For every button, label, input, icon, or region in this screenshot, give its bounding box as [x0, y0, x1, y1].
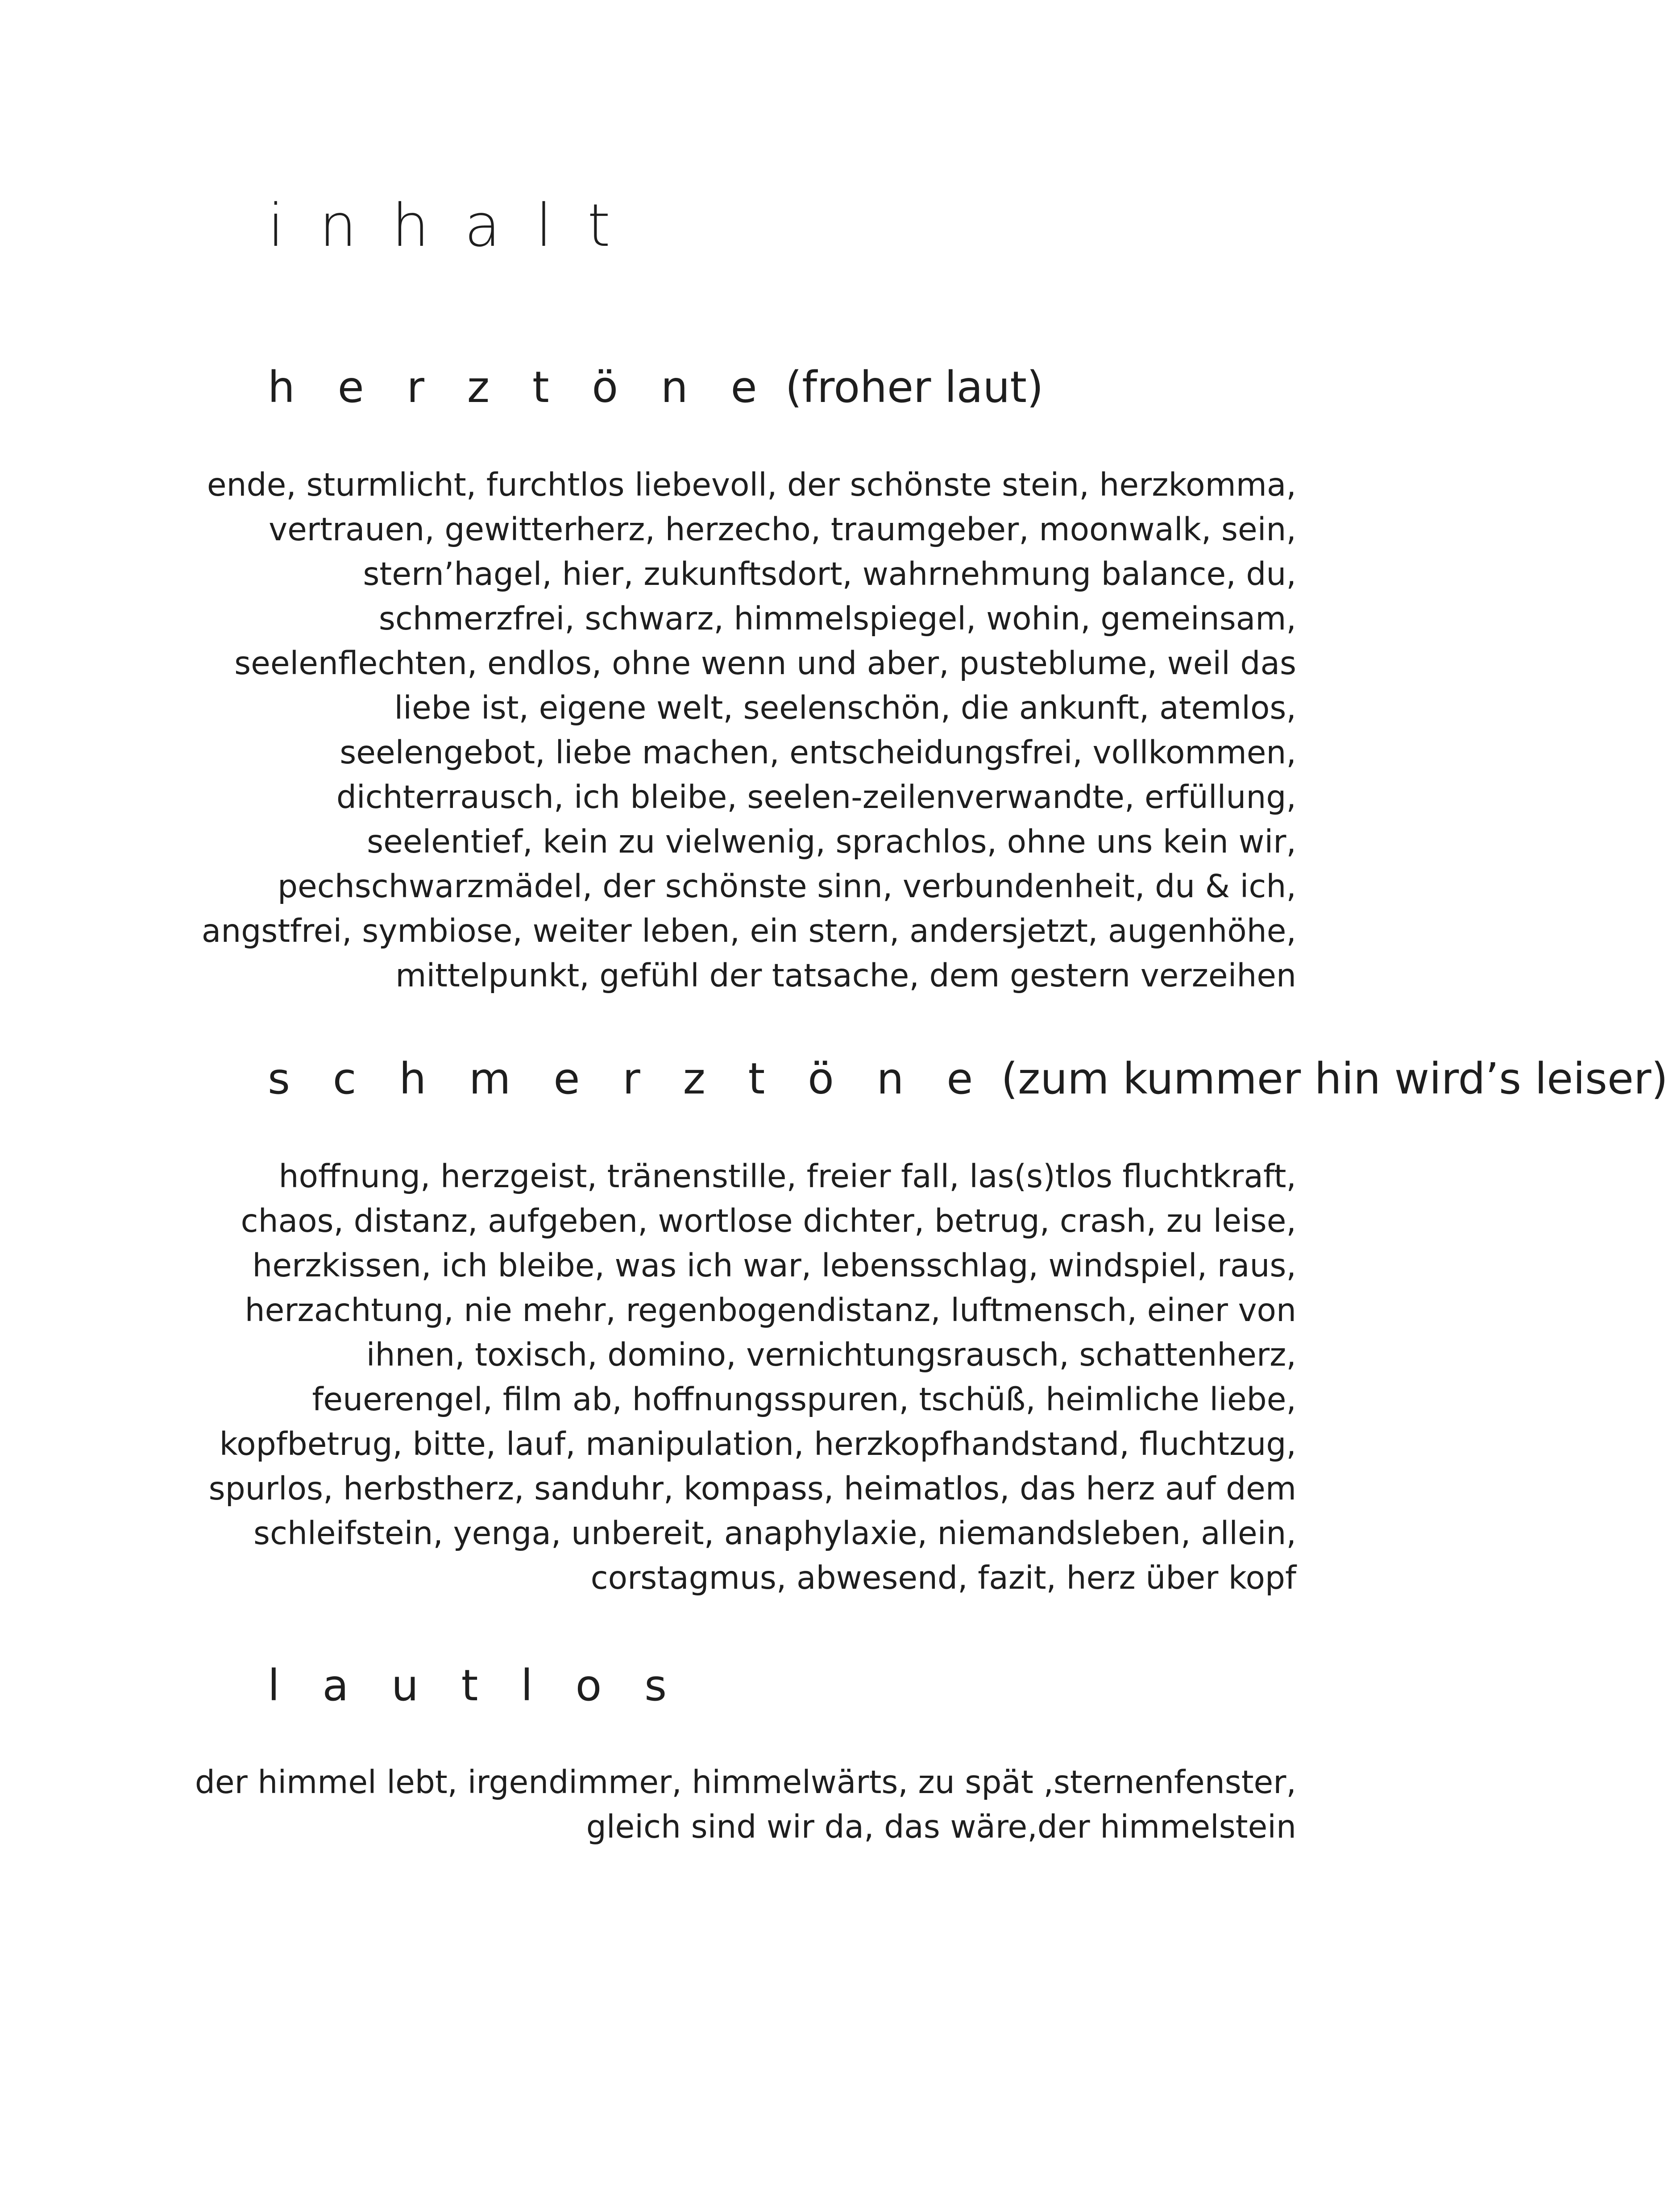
section-subheading: (zum kummer hin wird’s leiser)	[1001, 1054, 1668, 1104]
section-heading-text: h e r z t ö n e	[268, 362, 772, 412]
toc-list-lautlos	[195, 1760, 1296, 1849]
toc-line: mittelpunkt, gefühl der tatsache, dem gestern verzeihen	[395, 957, 1296, 994]
toc-line: stern’hagel, hier, zukunftsdort, wahrnehmung balance, du,	[363, 555, 1296, 592]
section-heading-text: s c h m e r z t ö n e	[268, 1054, 988, 1104]
toc-line: hoffnung, herzgeist, tränenstille, freier fall, las(s)tlos fluchtkraft,	[278, 1158, 1296, 1195]
toc-list-schmerztoene	[209, 1154, 1296, 1600]
toc-list-herztoene	[202, 463, 1296, 998]
section-subheading: (froher laut)	[785, 362, 1044, 412]
toc-line: herzachtung, nie mehr, regenbogendistanz, luftmensch, einer von	[245, 1292, 1296, 1329]
section-heading-schmerztoene	[268, 1054, 1668, 1104]
toc-line: schmerzfrei, schwarz, himmelspiegel, wohin, gemeinsam,	[378, 600, 1296, 637]
toc-line: pechschwarzmädel, der schönste sinn, verbundenheit, du & ich,	[277, 868, 1296, 905]
section-heading-text: l a u t l o s	[268, 1661, 681, 1711]
toc-line: seelenflechten, endlos, ohne wenn und aber, pusteblume, weil das	[234, 645, 1296, 682]
toc-line: liebe ist, eigene welt, seelenschön, die ankunft, atemlos,	[394, 689, 1296, 726]
toc-line: ihnen, toxisch, domino, vernichtungsrausch, schattenherz,	[366, 1336, 1296, 1373]
toc-line: schleifstein, yenga, unbereit, anaphylaxie, niemandsleben, allein,	[253, 1515, 1296, 1552]
toc-line: herzkissen, ich bleibe, was ich war, lebensschlag, windspiel, raus,	[252, 1247, 1296, 1284]
toc-line: seelentief, kein zu vielwenig, sprachlos, ohne uns kein wir,	[367, 823, 1296, 860]
toc-line: vertrauen, gewitterherz, herzecho, traumgeber, moonwalk, sein,	[269, 511, 1296, 548]
toc-line: corstagmus, abwesend, fazit, herz über kopf	[590, 1559, 1296, 1596]
toc-line: angstfrei, symbiose, weiter leben, ein stern, andersjetzt, augenhöhe,	[201, 912, 1296, 949]
toc-line: spurlos, herbstherz, sanduhr, kompass, heimatlos, das herz auf dem	[208, 1470, 1296, 1507]
toc-line: gleich sind wir da, das wäre,der himmelstein	[586, 1808, 1296, 1845]
page-title: i n h a l t	[268, 191, 619, 260]
toc-line: ende, sturmlicht, furchtlos liebevoll, der schönste stein, herzkomma,	[207, 466, 1296, 503]
toc-line: feuerengel, film ab, hoffnungsspuren, tschüß, heimliche liebe,	[312, 1381, 1296, 1418]
toc-line: der himmel lebt, irgendimmer, himmelwärts, zu spät ,sternenfenster,	[195, 1764, 1296, 1801]
section-heading-herztoene	[268, 362, 1044, 412]
toc-line: dichterrausch, ich bleibe, seelen-zeilenverwandte, erfüllung,	[336, 779, 1296, 816]
toc-line: seelengebot, liebe machen, entscheidungsfrei, vollkommen,	[340, 734, 1296, 771]
toc-line: chaos, distanz, aufgeben, wortlose dichter, betrug, crash, zu leise,	[241, 1202, 1296, 1239]
section-heading-lautlos	[268, 1661, 681, 1711]
toc-line: kopfbetrug, bitte, lauf, manipulation, herzkopfhandstand, fluchtzug,	[219, 1425, 1296, 1462]
